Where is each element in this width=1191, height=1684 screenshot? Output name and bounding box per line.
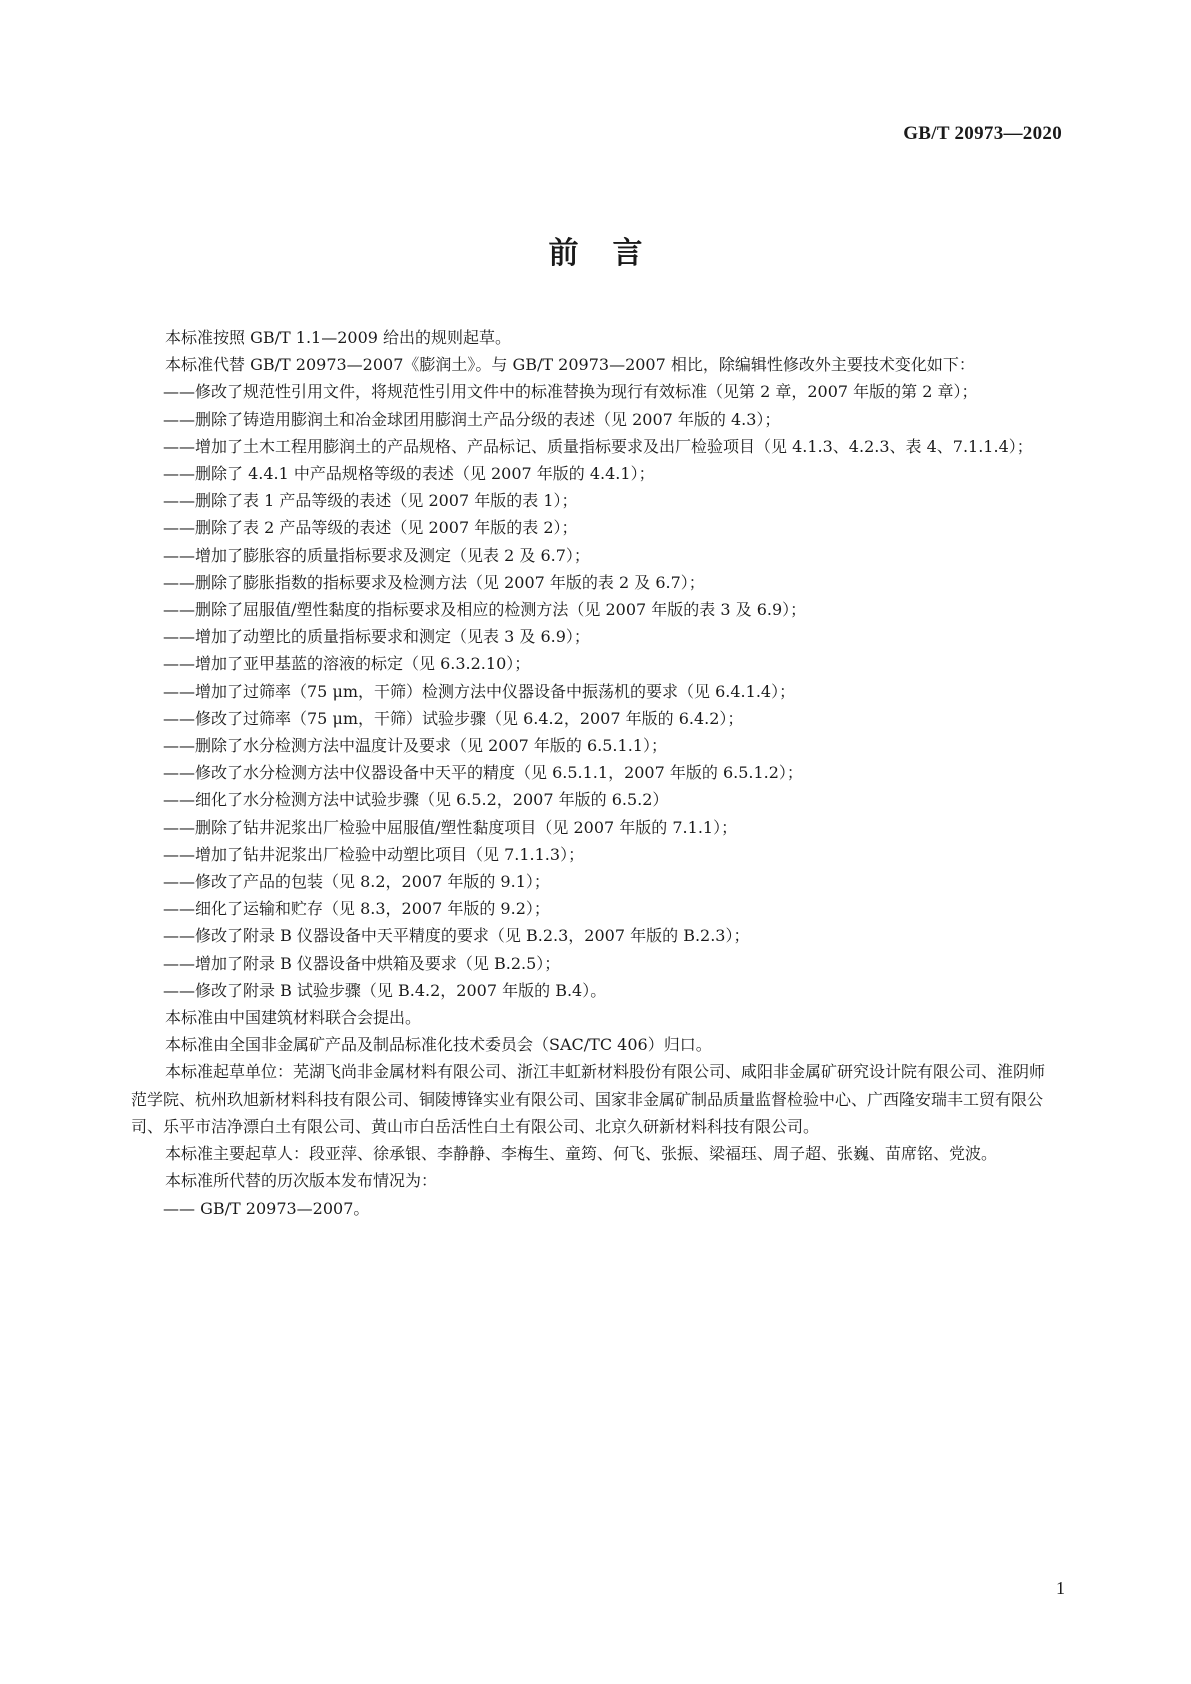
- list-item: ——增加了过筛率（75 μm，干筛）检测方法中仪器设备中振荡机的要求（见 6.4.1.4）；: [163, 681, 796, 701]
- list-item: ——修改了附录 B 试验步骤（见 B.4.2，2007 年版的 B.4）。: [163, 980, 607, 1000]
- list-item: ——增加了钻井泥浆出厂检验中动塑比项目（见 7.1.1.3）；: [163, 844, 585, 864]
- changes-list: [131, 378, 1060, 1004]
- list-item: ——删除了屈服值/塑性黏度的指标要求及相应的检测方法（见 2007 年版的表 3 及 6.9）；: [163, 600, 807, 620]
- page-number: 1: [1056, 1578, 1065, 1598]
- history-item: —— GB/T 20973—2007。: [163, 1198, 370, 1218]
- paragraph: 本标准主要起草人：段亚萍、徐承银、李静静、李梅生、童筠、何飞、张振、梁福珏、周子超、张巍、苗席铭、党波。: [165, 1144, 998, 1164]
- paragraph: 本标准由中国建筑材料联合会提出。: [165, 1008, 422, 1028]
- page-title: 前言: [548, 236, 677, 271]
- list-item: ——细化了水分检测方法中试验步骤（见 6.5.2，2007 年版的 6.5.2）: [163, 790, 669, 810]
- list-item: ——修改了产品的包装（见 8.2，2007 年版的 9.1）；: [163, 872, 550, 892]
- list-item: ——修改了水分检测方法中仪器设备中天平的精度（见 6.5.1.1，2007 年版的 6.5.1.2）；: [163, 763, 803, 783]
- foreword-body: [131, 324, 1060, 1222]
- paragraph: 本标准代替 GB/T 20973—2007《膨润土》。与 GB/T 20973—2007 相比，除编辑性修改外主要技术变化如下：: [165, 355, 975, 375]
- list-item: ——增加了动塑比的质量指标要求和测定（见表 3 及 6.9）；: [163, 627, 590, 647]
- list-item: ——增加了亚甲基蓝的溶液的标定（见 6.3.2.10）；: [163, 654, 531, 674]
- list-item: ——增加了膨胀容的质量指标要求及测定（见表 2 及 6.7）；: [163, 545, 590, 565]
- list-item: ——增加了附录 B 仪器设备中烘箱及要求（见 B.2.5）；: [163, 953, 561, 973]
- list-item: ——增加了土木工程用膨润土的产品规格、产品标记、质量指标要求及出厂检验项目（见 4.1.3、4.2.3、表 4、7.1.1.4）；: [163, 436, 1033, 456]
- standard-code: GB/T 20973—2020: [903, 123, 1062, 144]
- list-item: ——删除了水分检测方法中温度计及要求（见 2007 年版的 6.5.1.1）；: [163, 736, 667, 756]
- list-item: ——修改了过筛率（75 μm，干筛）试验步骤（见 6.4.2，2007 年版的 6.4.2）；: [163, 708, 744, 728]
- list-item: ——删除了 4.4.1 中产品规格等级的表述（见 2007 年版的 4.4.1）；: [163, 464, 655, 484]
- list-item: ——删除了膨胀指数的指标要求及检测方法（见 2007 年版的表 2 及 6.7）；: [163, 572, 705, 592]
- list-item: ——修改了附录 B 仪器设备中天平精度的要求（见 B.2.3，2007 年版的 B.2.3）；: [163, 926, 750, 946]
- list-item: ——修改了规范性引用文件，将规范性引用文件中的标准替换为现行有效标准（见第 2 章，2007 年版的第 2 章）；: [163, 382, 978, 402]
- list-item: ——删除了铸造用膨润土和冶金球团用膨润土产品分级的表述（见 2007 年版的 4.3）；: [163, 409, 781, 429]
- paragraph: 本标准由全国非金属矿产品及制品标准化技术委员会（SAC/TC 406）归口。: [165, 1035, 712, 1055]
- paragraph: 本标准按照 GB/T 1.1—2009 给出的规则起草。: [165, 328, 512, 347]
- list-item: ——删除了表 1 产品等级的表述（见 2007 年版的表 1）；: [163, 491, 578, 511]
- paragraph: 本标准起草单位：芜湖飞尚非金属材料有限公司、浙江丰虹新材料股份有限公司、咸阳非金属矿研究设计院有限公司、淮阴师范学院、杭州玖旭新材料科技有限公司、铜陵博锋实业有限公司、国家非金属矿制品质量监督检验中心、广西隆安瑞丰工贸有限公司、乐平市洁净漂白土有限公司、黄山市白岳活性白土有限公司、北京久研新材料科技有限公司。: [131, 1062, 1046, 1136]
- paragraph: 本标准所代替的历次版本发布情况为：: [165, 1171, 438, 1191]
- list-item: ——删除了表 2 产品等级的表述（见 2007 年版的表 2）；: [163, 518, 578, 538]
- list-item: ——删除了钻井泥浆出厂检验中屈服值/塑性黏度项目（见 2007 年版的 7.1.1）；: [163, 817, 738, 837]
- list-item: ——细化了运输和贮存（见 8.3，2007 年版的 9.2）；: [163, 899, 550, 919]
